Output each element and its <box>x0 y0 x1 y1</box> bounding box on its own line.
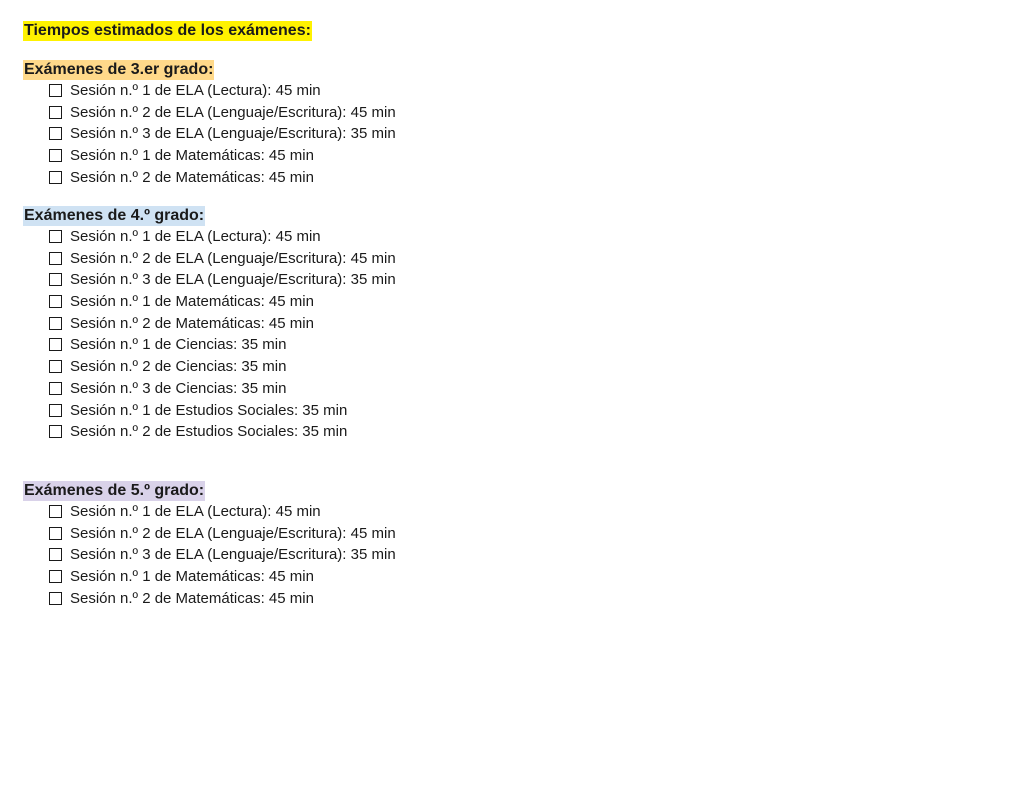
checklist-item <box>23 421 396 443</box>
document-title: Tiempos estimados de los exámenes: <box>24 22 311 39</box>
checklist-item <box>23 356 396 378</box>
checkbox[interactable] <box>49 295 62 308</box>
checklist-item <box>23 226 396 248</box>
checkbox[interactable] <box>49 106 62 119</box>
checklist-grade-4 <box>23 226 396 443</box>
checklist-grade-3 <box>23 80 396 188</box>
checklist-item <box>23 248 396 270</box>
checklist-item <box>23 80 396 102</box>
checklist-item <box>23 566 396 588</box>
checkbox[interactable] <box>49 505 62 518</box>
checklist-item-label: Sesión n.º 1 de Matemáticas: 45 min <box>70 568 314 586</box>
checklist-item-label: Sesión n.º 2 de Estudios Sociales: 35 min <box>70 423 348 441</box>
checkbox[interactable] <box>49 273 62 286</box>
checklist-item-label: Sesión n.º 1 de ELA (Lectura): 45 min <box>70 82 321 99</box>
checklist-item-label: Sesión n.º 2 de ELA (Lenguaje/Escritura): 45 min <box>70 103 396 121</box>
checklist-item <box>23 102 396 124</box>
checklist-item <box>23 291 396 313</box>
checkbox[interactable] <box>49 382 62 395</box>
checklist-item <box>23 123 396 145</box>
checkbox[interactable] <box>49 425 62 438</box>
checkbox[interactable] <box>49 127 62 140</box>
checklist-item <box>23 334 396 356</box>
checkbox[interactable] <box>49 171 62 184</box>
checkbox[interactable] <box>49 149 62 162</box>
checklist-item-label: Sesión n.º 1 de Matemáticas: 45 min <box>70 147 314 165</box>
checkbox[interactable] <box>49 230 62 243</box>
checklist-item-label: Sesión n.º 2 de Matemáticas: 45 min <box>70 589 314 607</box>
checklist-item <box>23 544 396 566</box>
checklist-item-label: Sesión n.º 3 de ELA (Lenguaje/Escritura): 35 min <box>70 271 396 289</box>
checklist-item-label: Sesión n.º 1 de Matemáticas: 45 min <box>70 293 314 311</box>
checklist-item <box>23 269 396 291</box>
section-grade-3 <box>23 60 396 188</box>
checklist-item <box>23 145 396 167</box>
section-grade-4 <box>23 206 396 443</box>
checklist-item <box>23 588 396 610</box>
checklist-item <box>23 167 396 189</box>
checklist-item <box>23 523 396 545</box>
checklist-grade-5 <box>23 501 396 609</box>
checkbox[interactable] <box>49 252 62 265</box>
checklist-item <box>23 313 396 335</box>
checklist-item-label: Sesión n.º 3 de ELA (Lenguaje/Escritura): 35 min <box>70 125 396 143</box>
section-grade-5 <box>23 481 396 609</box>
checkbox[interactable] <box>49 404 62 417</box>
checklist-item-label: Sesión n.º 1 de ELA (Lectura): 45 min <box>70 503 321 520</box>
checkbox[interactable] <box>49 360 62 373</box>
section-heading-grade-3: Exámenes de 3.er grado: <box>24 61 214 78</box>
section-heading-grade-4: Exámenes de 4.º grado: <box>24 207 205 224</box>
checklist-item-label: Sesión n.º 2 de Ciencias: 35 min <box>70 358 287 376</box>
checklist-item-label: Sesión n.º 1 de Ciencias: 35 min <box>70 336 287 354</box>
section-heading-grade-5: Exámenes de 5.º grado: <box>24 482 205 499</box>
checklist-item <box>23 501 396 523</box>
checklist-item-label: Sesión n.º 1 de Estudios Sociales: 35 min <box>70 401 348 419</box>
checkbox[interactable] <box>49 592 62 605</box>
checklist-item-label: Sesión n.º 2 de ELA (Lenguaje/Escritura): 45 min <box>70 524 396 542</box>
checkbox[interactable] <box>49 338 62 351</box>
checklist-item-label: Sesión n.º 1 de ELA (Lectura): 45 min <box>70 228 321 245</box>
checklist-item-label: Sesión n.º 3 de ELA (Lenguaje/Escritura): 35 min <box>70 546 396 564</box>
checkbox[interactable] <box>49 570 62 583</box>
checklist-item <box>23 378 396 400</box>
checkbox[interactable] <box>49 527 62 540</box>
checklist-item-label: Sesión n.º 3 de Ciencias: 35 min <box>70 379 287 397</box>
checklist-item-label: Sesión n.º 2 de ELA (Lenguaje/Escritura): 45 min <box>70 249 396 267</box>
checkbox[interactable] <box>49 548 62 561</box>
checkbox[interactable] <box>49 84 62 97</box>
checklist-item-label: Sesión n.º 2 de Matemáticas: 45 min <box>70 168 314 186</box>
checklist-item <box>23 400 396 422</box>
checkbox[interactable] <box>49 317 62 330</box>
checklist-item-label: Sesión n.º 2 de Matemáticas: 45 min <box>70 314 314 332</box>
